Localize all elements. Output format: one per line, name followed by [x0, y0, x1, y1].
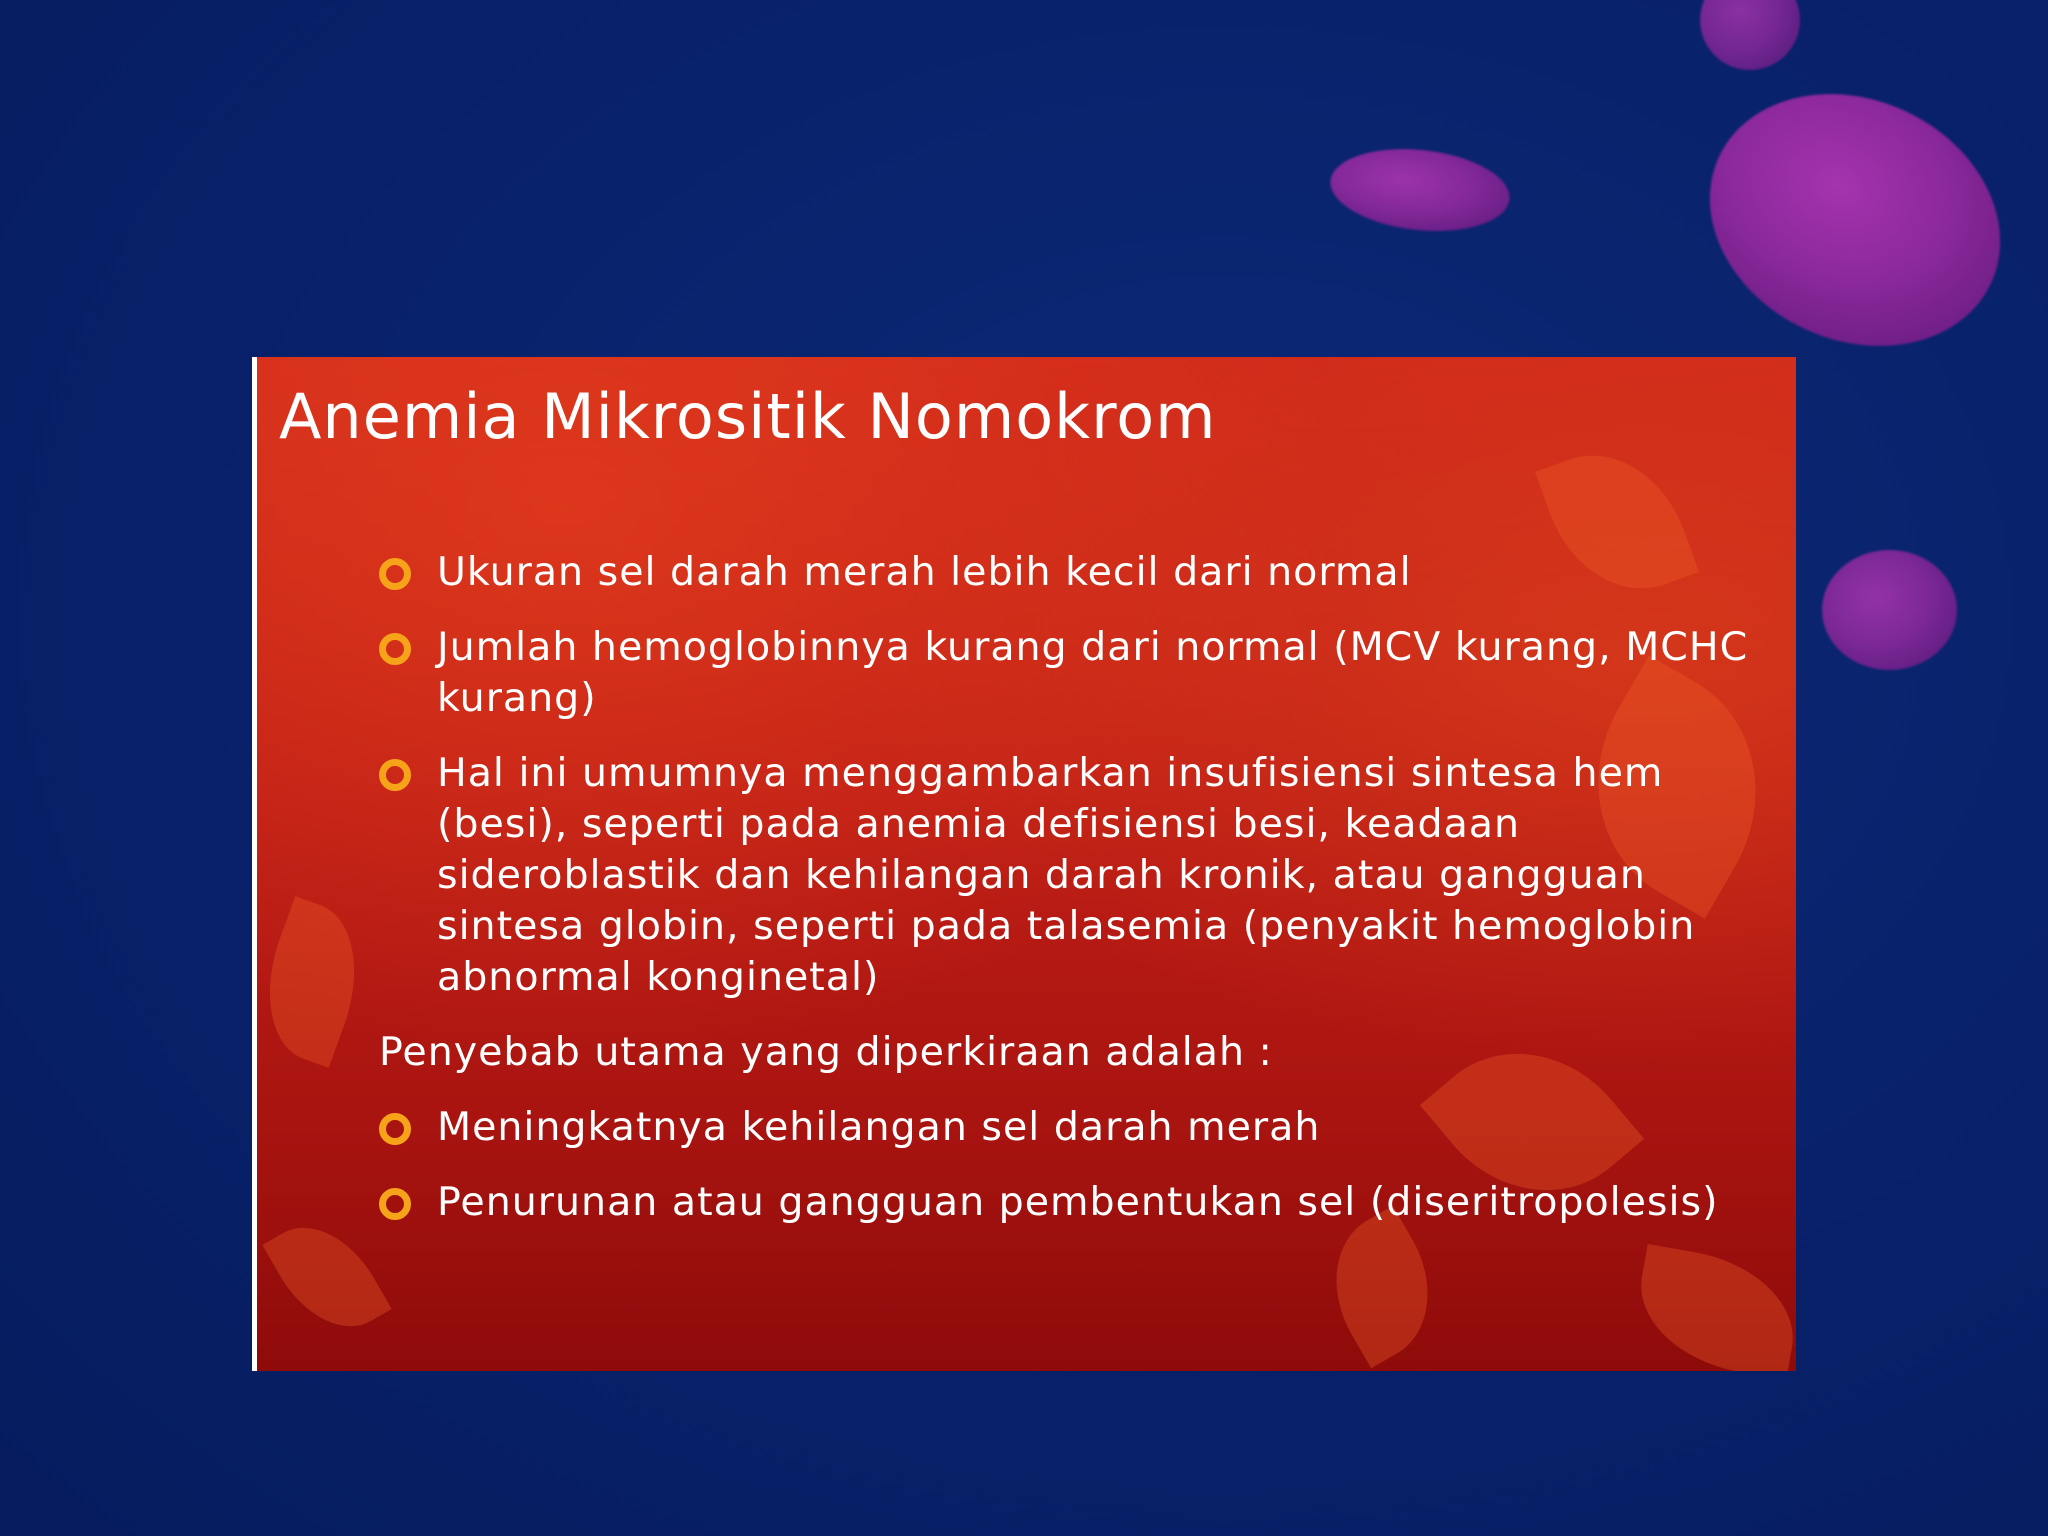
slide: [252, 357, 1796, 1371]
slide-body: [379, 547, 1769, 1252]
bullet-ring-icon: [379, 558, 411, 590]
bullet-text: Ukuran sel darah merah lebih kecil dari normal: [437, 549, 1412, 595]
subheading: Penyebab utama yang diperkiraan adalah :: [379, 1029, 1273, 1075]
blood-cell-decoration: [1326, 141, 1513, 239]
bullet-text: Penurunan atau gangguan pembentukan sel (diseritropolesis): [437, 1179, 1719, 1225]
slide-title: Anemia Mikrositik Nomokrom: [279, 380, 1217, 453]
bullet-ring-icon: [379, 1113, 411, 1145]
bullet-text: Jumlah hemoglobinnya kurang dari normal (MCV kurang, MCHC kurang): [437, 624, 1749, 721]
leaf-decoration: [252, 896, 380, 1068]
bullet-item: [379, 1102, 1769, 1153]
bullet-ring-icon: [379, 633, 411, 665]
bullet-text: Hal ini umumnya menggambarkan insufisiensi sintesa hem (besi), seperti pada anemia defisiensi besi, keadaan sideroblastik dan kehilangan darah kronik, atau gangguan sintesa globin, seperti pada talasemia (penyakit hemoglobin abnormal konginetal): [437, 750, 1696, 1000]
bullet-item: [379, 1177, 1769, 1228]
blood-cell-decoration: [1822, 550, 1957, 670]
leaf-decoration: [1629, 1244, 1796, 1371]
blood-cell-decoration: [1700, 0, 1800, 70]
bullet-item: [379, 547, 1769, 598]
bullet-item: [379, 748, 1769, 1003]
bullet-ring-icon: [379, 759, 411, 791]
blood-cell-decoration: [1668, 48, 2041, 392]
bullet-ring-icon: [379, 1188, 411, 1220]
bullet-item: [379, 622, 1769, 724]
bullet-text: Meningkatnya kehilangan sel darah merah: [437, 1104, 1321, 1150]
leaf-decoration: [262, 1205, 391, 1349]
